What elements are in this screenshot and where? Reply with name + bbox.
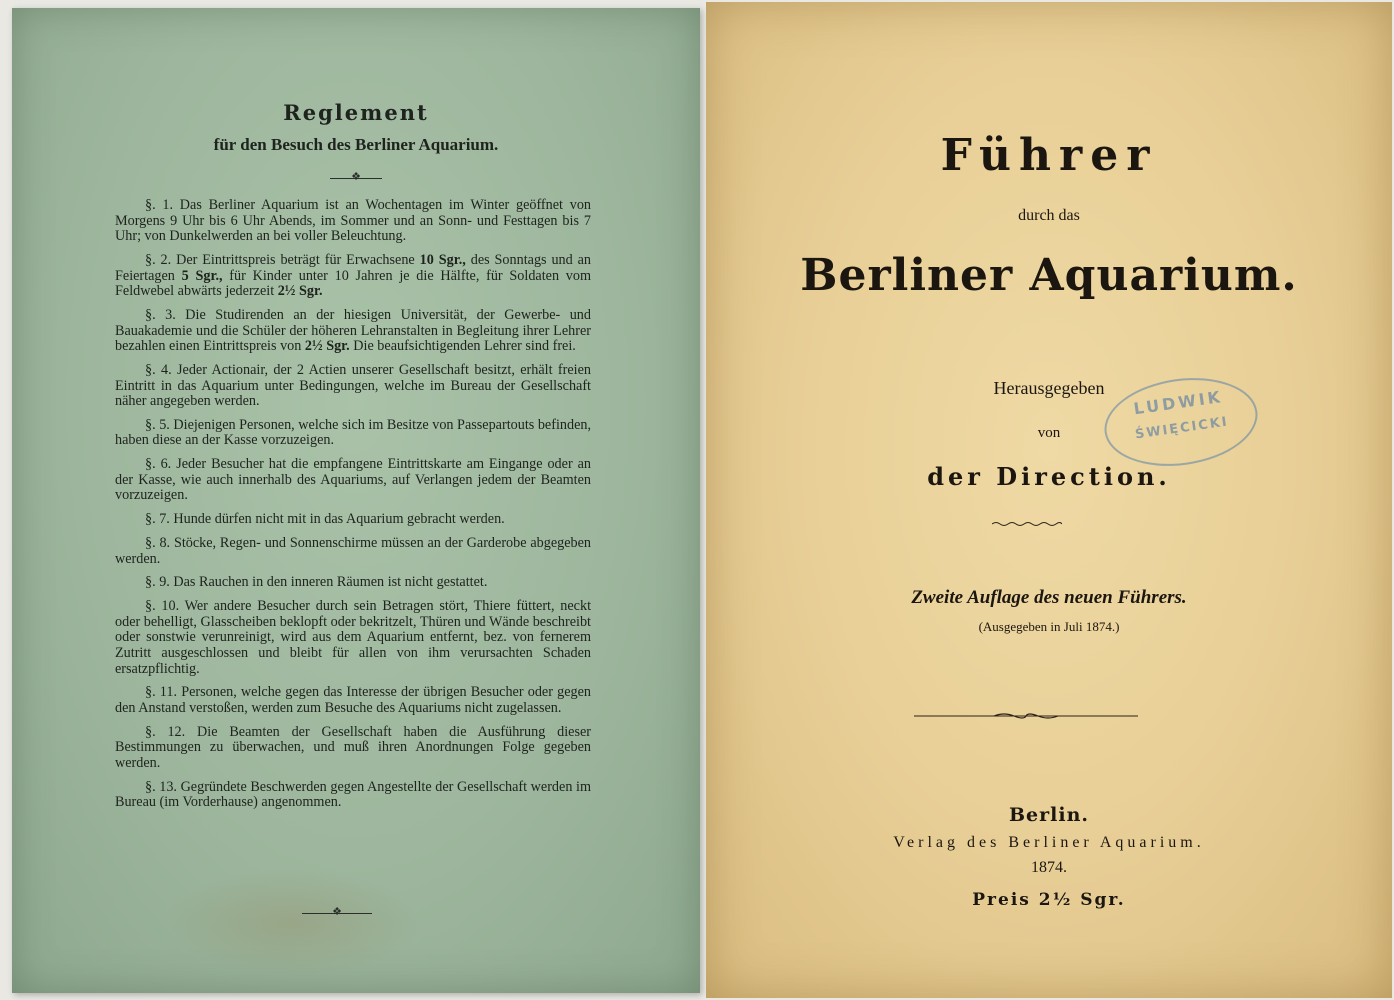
wave-ornament xyxy=(992,520,1062,528)
cover-herausgegeben: Herausgegeben xyxy=(993,378,1105,398)
regulations-subtitle: für den Besuch des Berliner Aquarium. xyxy=(213,135,499,154)
paragraph-8: §. 8. Stöcke, Regen- und Sonnenschirme müssen an der Garderobe abgegeben werden. xyxy=(115,535,592,567)
right-page-cover xyxy=(706,2,1392,998)
cover-publisher: Verlag des Berliner Aquarium. xyxy=(893,834,1205,851)
cover-edition: Zweite Auflage des neuen Führers. xyxy=(911,587,1187,608)
cover-title: Führer xyxy=(940,130,1158,181)
paragraph-4: §. 4. Jeder Actionair, der 2 Actien unserer Gesellschaft besitzt, erhält freien Eintritt in das Aquarium unter Bedingungen, welche im Bureau der Gesellschaft näher angegeben werden. xyxy=(115,361,591,410)
left-page-regulations xyxy=(12,8,700,993)
owner-stamp: LUDWIK ŚWIĘCICKI xyxy=(1099,369,1263,476)
paragraph-10: §. 10. Wer andere Besucher durch sein Betragen stört, Thiere füttert, neckt oder behelligt, Glasscheiben beklopft oder bekritzelt, Thüren und Wände beschreibt oder sonstwie verunreinigt, wird aus dem Aquarium entfernt, bez. von fernerem Zutritt ausgeschlossen und bleibt für allen von ihm verursachten Schaden ersatzpflichtig. xyxy=(115,598,592,677)
paragraph-11: §. 11. Personen, welche gegen das Interesse der übrigen Besucher oder gegen den Anstand verstoßen, werden zum Besuche des Aquariums nicht zugelassen. xyxy=(115,684,591,716)
paragraph-6: §. 6. Jeder Besucher hat die empfangene Eintrittskarte am Eingange oder an der Kasse, wie auch innerhalb des Aquariums, auf Verlangen jedem der Beamten vorzuzeigen. xyxy=(115,456,592,504)
water-stain xyxy=(162,868,422,978)
paragraph-5: §. 5. Diejenigen Personen, welche sich im Besitze von Passepartouts befinden, haben diese an der Kasse vorzuzeigen. xyxy=(115,416,592,449)
cover-von: von xyxy=(1037,425,1061,441)
ornament-rule xyxy=(914,712,1138,720)
cover-price: Preis 2½ Sgr. xyxy=(972,890,1126,910)
paragraph-2: §. 2. Der Eintrittspreis beträgt für Erwachsene 10 Sgr., des Sonntags und an Feiertagen 5 Sgr., für Kinder unter 10 Jahren je die Hälfte, für Soldaten vom Feldwebel abwärts jederzeit 2½ Sgr. xyxy=(115,251,592,300)
paragraph-13: §. 13. Gegründete Beschwerden gegen Angestellte der Gesellschaft werden im Bureau (im Vorderhause) angenommen. xyxy=(115,778,591,811)
cover-direction: der Direction. xyxy=(927,462,1171,491)
paragraph-1: §. 1. Das Berliner Aquarium ist an Wochentagen im Winter geöffnet von Morgens 9 Uhr bis 6 Uhr Abends, im Sommer und an Sonn- und Festtagen bis 7 Uhr; von Dunkelwerden an bei voller Beleuchtung. xyxy=(115,197,592,245)
cover-durch: durch das xyxy=(1018,207,1080,224)
paragraph-12: §. 12. Die Beamten der Gesellschaft haben die Ausführung dieser Bestimmungen zu überwachen, und muß ihren Anordnungen Folge gegeben werden. xyxy=(115,723,592,771)
ornament-divider-bottom xyxy=(302,913,372,914)
cover-place: Berlin. xyxy=(1008,804,1090,826)
regulations-title: Reglement xyxy=(283,100,429,125)
cover-name: Berliner Aquarium. xyxy=(800,250,1298,301)
regulations-body xyxy=(115,198,591,819)
paragraph-3: §. 3. Die Studirenden an der hiesigen Universität, der Gewerbe- und Bauakademie und die Schüler der höheren Lehranstalten in Begleitung ihrer Lehrer bezahlen einen Eintrittspreis von 2½ Sgr. Die beaufsichtigenden Lehrer sind frei. xyxy=(115,306,591,355)
ornament-divider-top xyxy=(330,178,382,179)
paragraph-7: §. 7. Hunde dürfen nicht mit in das Aquarium gebracht werden. xyxy=(145,511,505,528)
paragraph-9: §. 9. Das Rauchen in den inneren Räumen ist nicht gestattet. xyxy=(145,574,488,591)
cover-year: 1874. xyxy=(1031,859,1067,876)
cover-issued: (Ausgegeben in Juli 1874.) xyxy=(978,619,1120,634)
